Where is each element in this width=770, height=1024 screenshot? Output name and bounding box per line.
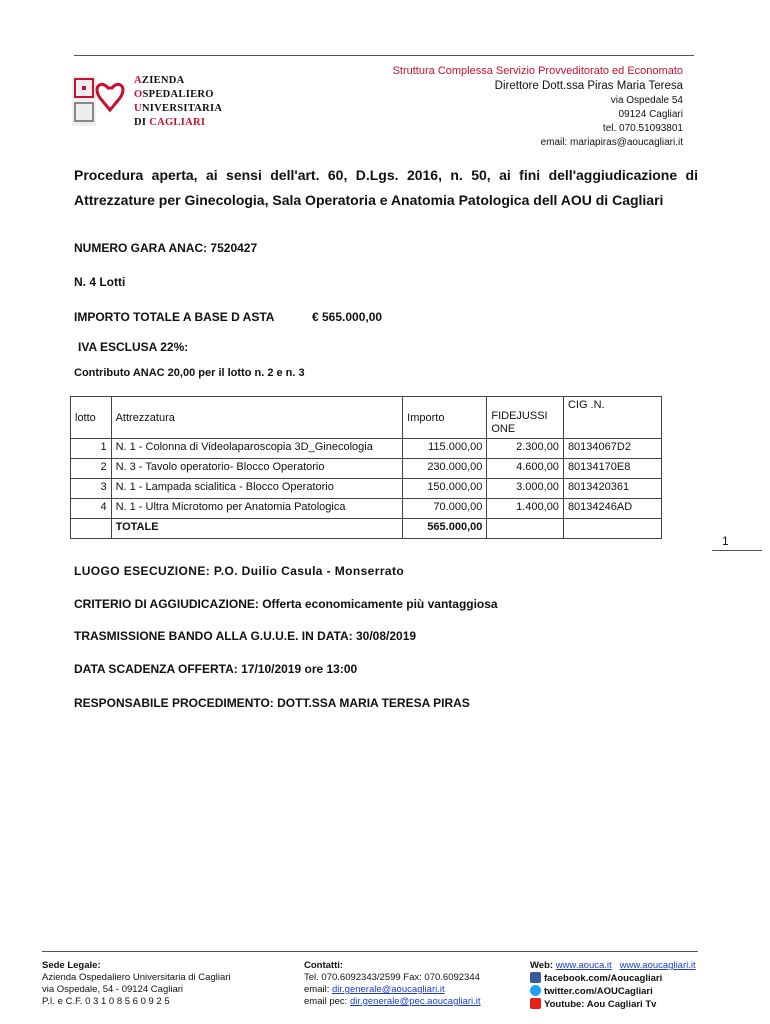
lotto-cell: 4	[71, 499, 112, 519]
web-link-2[interactable]: www.aoucagliari.it	[619, 960, 696, 971]
header-fideiussione: FIDEJUSSI ONE	[487, 397, 564, 439]
fideiussione-cell: 3.000,00	[487, 479, 564, 499]
footer-rule	[42, 951, 698, 952]
header-lotto: lotto	[71, 397, 112, 439]
web-line: Web: www.aouca.it www.aoucagliari.it	[530, 960, 696, 971]
logo	[72, 76, 128, 126]
structure-name: Struttura Complessa Servizio Provveditorato ed Economato	[392, 65, 683, 77]
pec-link[interactable]: dir.generale@pec.aoucagliari.it	[349, 996, 481, 1007]
importo-value: € 565.000,00	[312, 310, 383, 324]
lotto-cell: 1	[71, 439, 112, 459]
email-line: email: dir.generale@aoucagliari.it	[304, 984, 445, 995]
total-value: 565.000,00	[403, 519, 487, 539]
pec-line: email pec: dir.generale@pec.aoucagliari.it	[304, 996, 481, 1007]
attrezzatura-cell: N. 1 - Lampada scialitica - Blocco Operatorio	[111, 479, 403, 499]
sede-line: via Ospedale, 54 - 09124 Cagliari	[42, 984, 184, 995]
logo-line-2: OSPEDALIERO	[134, 89, 214, 100]
footer-sede	[42, 960, 231, 1008]
logo-line-4: DI CAGLIARI	[134, 117, 206, 128]
page-number: 1	[722, 534, 729, 548]
cig-cell: 80134246AD	[563, 499, 661, 519]
header-contact	[393, 64, 683, 150]
facebook-icon	[530, 972, 541, 983]
sede-line: P.I. e C.F. 0 3 1 0 8 5 6 0 9 2 5	[42, 996, 170, 1007]
logo-text	[134, 74, 222, 130]
empty-cell	[487, 519, 564, 539]
contributo-anac: Contributo ANAC 20,00 per il lotto n. 2 e n. 3	[74, 367, 305, 379]
importo-cell: 70.000,00	[403, 499, 487, 519]
logo-heart-cross-icon	[72, 76, 128, 126]
twitter-icon	[530, 985, 541, 996]
sede-title: Sede Legale:	[42, 960, 101, 971]
procedure-title: Procedura aperta, ai sensi dell'art. 60, D.Lgs. 2016, n. 50, ai fini dell'aggiudicazione di Attrezzature per Ginecologia, Sala Operatoria e Anatomia Patologica dell AOU di Cagliari	[74, 167, 698, 208]
logo-line-1: AZIENDA	[134, 75, 185, 86]
cig-cell: 80134170E8	[563, 459, 661, 479]
footer-contatti	[304, 960, 481, 1008]
fideiussione-cell: 4.600,00	[487, 459, 564, 479]
web-link-1[interactable]: www.aouca.it	[555, 960, 612, 971]
twitter-line[interactable]: twitter.com/AOUCagliari	[530, 985, 696, 998]
header-email: email: mariapiras@aoucagliari.it	[540, 137, 683, 148]
youtube-line[interactable]: Youtube: Aou Cagliari Tv	[530, 998, 696, 1011]
attrezzatura-cell: N. 1 - Ultra Microtomo per Anatomia Patologica	[111, 499, 403, 519]
criterio-aggiudicazione: CRITERIO DI AGGIUDICAZIONE: Offerta economicamente più vantaggiosa	[74, 597, 498, 611]
cig-cell: 8013420361	[563, 479, 661, 499]
trasmissione-bando: TRASMISSIONE BANDO ALLA G.U.U.E. IN DATA: 30/08/2019	[74, 629, 417, 643]
table-row	[71, 499, 662, 519]
cig-cell: 80134067D2	[563, 439, 661, 459]
responsabile-procedimento: RESPONSABILE PROCEDIMENTO: DOTT.SSA MARIA TERESA PIRAS	[74, 696, 470, 710]
luogo-esecuzione: LUOGO ESECUZIONE: P.O. Duilio Casula - Monserrato	[74, 564, 405, 578]
importo-label: IMPORTO TOTALE A BASE D ASTA	[74, 310, 275, 324]
table-row	[71, 479, 662, 499]
table-header-row	[71, 397, 662, 439]
tel-fax: Tel. 070.6092343/2599 Fax: 070.6092344	[304, 972, 480, 983]
sede-line: Azienda Ospedaliero Universitaria di Cagliari	[42, 972, 231, 983]
fideiussione-cell: 1.400,00	[487, 499, 564, 519]
header-importo: Importo	[403, 397, 487, 439]
iva-note: IVA ESCLUSA 22%:	[78, 340, 189, 354]
contatti-title: Contatti:	[304, 960, 344, 971]
lotto-cell: 3	[71, 479, 112, 499]
facebook-line[interactable]: facebook.com/Aoucagliari	[530, 972, 696, 985]
header-address: via Ospedale 54	[610, 95, 683, 106]
header-rule	[74, 55, 694, 56]
header-tel: tel. 070.51093801	[602, 123, 683, 134]
lots-table	[70, 396, 662, 539]
empty-cell	[563, 519, 661, 539]
header-cig: CIG .N.	[563, 397, 661, 439]
importo-cell: 230.000,00	[403, 459, 487, 479]
attrezzatura-cell: N. 3 - Tavolo operatorio- Blocco Operatorio	[111, 459, 403, 479]
total-label: TOTALE	[111, 519, 403, 539]
footer-web	[530, 960, 696, 1011]
gara-number: NUMERO GARA ANAC: 7520427	[74, 241, 258, 255]
attrezzatura-cell: N. 1 - Colonna di Videolaparoscopia 3D_Ginecologia	[111, 439, 403, 459]
header-attrezzatura: Attrezzatura	[111, 397, 403, 439]
header-city: 09124 Cagliari	[618, 109, 683, 120]
logo-line-3: UNIVERSITARIA	[134, 103, 223, 114]
lotto-cell: 2	[71, 459, 112, 479]
table-row	[71, 439, 662, 459]
email-link[interactable]: dir.generale@aoucagliari.it	[331, 984, 445, 995]
importo-cell: 115.000,00	[403, 439, 487, 459]
youtube-icon	[530, 998, 541, 1009]
empty-cell	[71, 519, 112, 539]
lotti-count: N. 4 Lotti	[74, 275, 126, 289]
importo-cell: 150.000,00	[403, 479, 487, 499]
director-name: Direttore Dott.ssa Piras Maria Teresa	[494, 80, 683, 92]
table-row	[71, 459, 662, 479]
page-number-rule	[712, 550, 762, 551]
fideiussione-cell: 2.300,00	[487, 439, 564, 459]
data-scadenza: DATA SCADENZA OFFERTA: 17/10/2019 ore 13:00	[74, 662, 358, 676]
table-total-row	[71, 519, 662, 539]
